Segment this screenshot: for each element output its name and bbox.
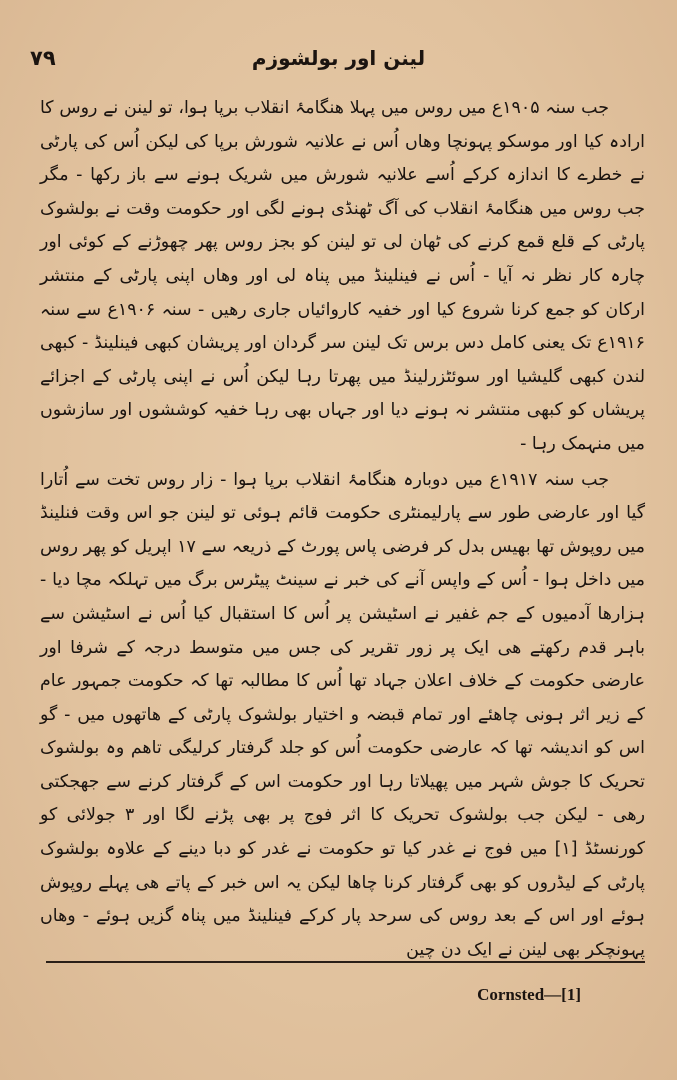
paragraph-1: جب سنہ ۱۹۰۵ع میں روس میں پہلا ھنگامۂ انقلاب برپا ہوا، تو لینن نے روس کا ارادہ کیا اور موسکو پہونچا وھاں اُس نے علانیہ شورش برپا کی لیکن اُس کی پارٹی نے خطرے کا اندازہ کرکے اُسے علانیہ شورش میں شریک ہونے سے باز رکھا - مگر جب روس میں ھنگامۂ انقلاب کی آگ ٹھنڈی ہونے لگی اور حکومت وقت نے بولشوک پارٹی کے قلع قمع کرنے کی ٹھان لی تو لینن کو بجز روس پھر چھوڑنے کے کوئی اور چارہ کار نظر نہ آیا - اُس نے فینلینڈ میں پناہ لی اور وھاں اپنی پارٹی کے منتشر ارکان کو جمع کرنا شروع کیا اور خفیہ کاروائیاں جاری رھیں - سنہ ۱۹۰۶ع سے سنہ ۱۹۱۶ع تک یعنی کامل دس برس تک لینن سر گردان اور پریشان کبھی فینلینڈ - کبھی لندن کبھی گلیشیا اور سوئٹزرلینڈ میں پھرتا رہا لیکن اُس نے اپنی پارٹی کے اجزائے پریشاں کو کبھی منتشر نہ ہونے دیا اور جہاں بھی رہا خفیہ کوششوں اور سازشوں میں منہمک رہا - [40, 98, 646, 454]
running-title: لینن اور بولشوزم [251, 46, 426, 70]
paragraph-2: جب سنہ ۱۹۱۷ع میں دوبارہ ھنگامۂ انقلاب برپا ہوا - زار روس تخت سے اُتارا گیا اور عارضی طور سے پارلیمنٹری حکومت قائم ہوئی تو لینن جو اس وقت فنلینڈ میں روپوش تھا بھیس بدل کر فرضی پاس پورٹ کے ذریعہ سے ۱۷ اپریل کو پھر روس میں داخل ہوا - اُس کے واپس آنے کی خبر نے سینٹ پیٹرس برگ میں تہلکہ مچا دیا - ہزارھا آدمیوں کے جم غفیر نے اسٹیشن پر اُس کا استقبال کیا اُس نے اسٹیشن سے باہر قدم رکھتے ھی ایک پر زور تقریر کی جس میں متوسط درجہ کے شرفا اور عارضی حکومت کے خلاف اعلان جہاد تھا اُس کا مطالبہ تھا کہ حکومت جمہور عام کے زیر اثر ہونی چاھئے اور تمام قبضہ و اختیار بولشوک پارٹی کے ھاتھوں میں - گو اس کو اندیشہ تھا کہ عارضی حکومت اُس کو جلد گرفتار کرلیگی تاھم وہ بولشوک تحریک کا جوش شہر میں پھیلاتا رہا اور حکومت اس کے گرفتار کرنے سے جھجکتی رھی - لیکن جب بولشوک تحریک کا اثر فوج پر بھی پڑنے لگا اور ۳ جولائی کو کورنسٹڈ [۱] میں فوج نے غدر کیا تو حکومت نے غدر کو دبا دینے کے علاوہ بولشوک پارٹی کے لیڈروں کو بھی گرفتار کرنا چاھا لیکن یہ اس خبر کے پاتے ھی پہلے روپوش ہوئے اور اس کے بعد روس کی سرحد پار کرکے فینلینڈ میں پناہ گزیں ہوئے - وھاں پہونچکر بھی لینن نے ایک دن چین [40, 469, 646, 960]
footnote-divider [46, 961, 645, 963]
page-header [30, 46, 647, 86]
body-text [40, 92, 646, 960]
footnote: Cornsted—[1] [477, 985, 581, 1004]
page-number: ۷۹ [30, 46, 56, 70]
